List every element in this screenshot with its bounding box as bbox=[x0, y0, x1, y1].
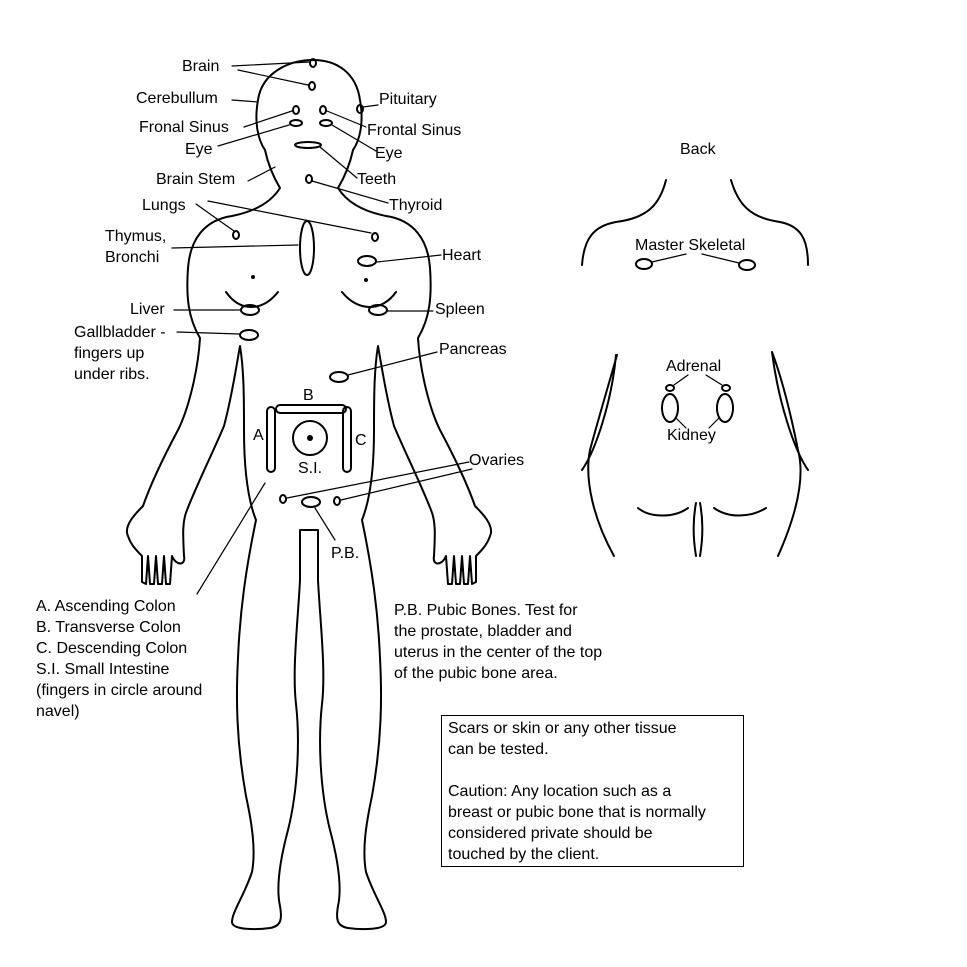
pubic-note-line-3: uterus in the center of the top bbox=[394, 644, 603, 661]
right-pec-curve bbox=[342, 292, 396, 307]
label-lungs: Lungs bbox=[142, 197, 186, 214]
label-liver: Liver bbox=[130, 301, 165, 318]
label-brain-stem: Brain Stem bbox=[156, 171, 236, 188]
left-eye-point bbox=[320, 120, 332, 126]
right-eye-point bbox=[290, 120, 302, 126]
left-nipple bbox=[251, 275, 255, 279]
thymus-point bbox=[300, 221, 314, 275]
label-pituitary: Pituitary bbox=[379, 91, 437, 108]
info-p1-line-2: can be tested. bbox=[448, 741, 549, 758]
label-cerebullum: Cerebullum bbox=[136, 90, 218, 107]
label-eye-left: Eye bbox=[375, 145, 403, 162]
right-buttock-curve bbox=[638, 508, 688, 516]
label-master-skeletal: Master Skeletal bbox=[635, 237, 746, 254]
info-p2-line-4: touched by the client. bbox=[448, 846, 600, 863]
descending-colon bbox=[343, 407, 351, 472]
gallbladder-line-3: under ribs. bbox=[74, 366, 150, 383]
front-leader-lines bbox=[172, 62, 472, 594]
label-ovaries: Ovaries bbox=[469, 452, 525, 469]
left-adrenal-point bbox=[722, 385, 730, 391]
label-pancreas: Pancreas bbox=[439, 341, 507, 358]
fronal-sinus-point bbox=[293, 106, 299, 114]
heart-point bbox=[358, 256, 376, 266]
left-lung-point bbox=[372, 233, 378, 241]
gallbladder-line-1: Gallbladder - bbox=[74, 324, 166, 341]
label-small-intestine: S.I. bbox=[298, 460, 323, 477]
ascending-colon bbox=[267, 407, 275, 472]
label-brain: Brain bbox=[182, 58, 220, 75]
label-pubic-bone: P.B. bbox=[331, 545, 360, 562]
info-spacer bbox=[448, 760, 737, 781]
info-p1-line-1: Scars or skin or any other tissue bbox=[448, 720, 677, 737]
label-eye-right: Eye bbox=[185, 141, 213, 158]
label-kidney: Kidney bbox=[667, 427, 716, 444]
label-colon-a: A bbox=[253, 427, 264, 444]
left-ovary-point bbox=[334, 497, 340, 505]
gallbladder-line-2: fingers up bbox=[74, 345, 145, 362]
pancreas-point bbox=[330, 372, 348, 382]
pubic-bone-point bbox=[302, 497, 320, 507]
thyroid-point bbox=[306, 175, 312, 183]
front-body-outline bbox=[127, 60, 491, 929]
colon-legend bbox=[36, 596, 202, 722]
info-p2-line-2: breast or pubic bone that is normally bbox=[448, 804, 706, 821]
caution-box bbox=[441, 715, 744, 867]
label-spleen: Spleen bbox=[435, 301, 485, 318]
legend-line-3: C. Descending Colon bbox=[36, 640, 188, 657]
pubic-note-line-1: P.B. Pubic Bones. Test for bbox=[394, 602, 578, 619]
pubic-bone-note bbox=[394, 600, 602, 684]
adrenal-kidney-lines bbox=[674, 375, 722, 428]
master-skeletal-lines bbox=[652, 254, 739, 263]
legend-line-6: navel) bbox=[36, 703, 80, 720]
left-master-skeletal-point bbox=[739, 260, 755, 270]
gluteal-cleft bbox=[694, 503, 703, 556]
label-adrenal: Adrenal bbox=[666, 358, 722, 375]
left-buttock-curve bbox=[714, 508, 766, 516]
right-adrenal-point bbox=[666, 385, 674, 391]
label-frontal-sinus: Frontal Sinus bbox=[367, 122, 462, 139]
cerebellum-point bbox=[309, 82, 315, 90]
legend-line-2: B. Transverse Colon bbox=[36, 619, 181, 636]
right-nipple bbox=[364, 278, 368, 282]
legend-line-4: S.I. Small Intestine bbox=[36, 661, 170, 678]
label-back-title: Back bbox=[680, 141, 716, 158]
right-lung-point bbox=[233, 231, 239, 239]
frontal-sinus-point bbox=[320, 106, 326, 114]
label-colon-c: C bbox=[355, 432, 367, 449]
transverse-colon bbox=[276, 405, 346, 413]
lower-back-outline bbox=[582, 352, 808, 556]
gallbladder-point bbox=[240, 330, 258, 340]
navel bbox=[307, 435, 313, 441]
label-thyroid: Thyroid bbox=[389, 197, 443, 214]
label-fronal-sinus: Fronal Sinus bbox=[139, 119, 229, 136]
label-bronchi: Bronchi bbox=[105, 249, 160, 266]
label-gallbladder bbox=[74, 322, 166, 385]
teeth-point bbox=[295, 142, 321, 148]
label-teeth: Teeth bbox=[357, 171, 397, 188]
info-p2-line-1: Caution: Any location such as a bbox=[448, 783, 672, 800]
pubic-note-line-4: of the pubic bone area. bbox=[394, 665, 558, 682]
legend-line-1: A. Ascending Colon bbox=[36, 598, 176, 615]
pubic-note-line-2: the prostate, bladder and bbox=[394, 623, 572, 640]
label-thymus: Thymus, bbox=[105, 228, 167, 245]
label-colon-b: B bbox=[303, 387, 314, 404]
legend-line-5: (fingers in circle around bbox=[36, 682, 203, 699]
right-master-skeletal-point bbox=[636, 259, 652, 269]
info-p2-line-3: considered private should be bbox=[448, 825, 653, 842]
label-heart: Heart bbox=[442, 247, 482, 264]
right-ovary-point bbox=[280, 495, 286, 503]
